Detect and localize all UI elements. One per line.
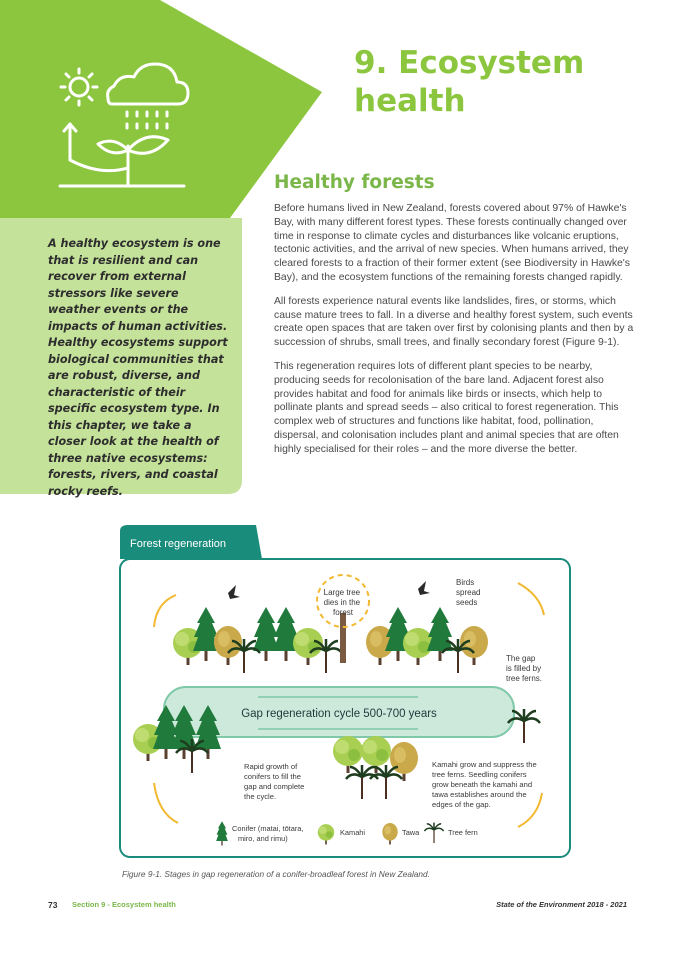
gap-filled-line: tree ferns. <box>506 674 543 683</box>
kamahi-grow-line: tree ferns. Seedling conifers <box>432 770 527 779</box>
footer-report-title: State of the Environment 2018 - 2021 <box>496 900 627 909</box>
large-tree-line: Large tree <box>323 588 361 597</box>
kamahi-grow-line: tawa establishes around the <box>432 790 527 799</box>
large-tree-line: dies in the <box>323 598 361 607</box>
birds-line: spread <box>456 588 481 597</box>
birds-line: seeds <box>456 598 478 607</box>
chapter-title-line2: health <box>354 83 466 119</box>
legend-tree-fern: Tree fern <box>448 828 478 837</box>
dead-tree <box>340 613 346 663</box>
body-paragraph: Before humans lived in New Zealand, forests covered about 97% of Hawke's Bay, with many different forest types. These forests continually changed over time in response to climate cycles and disturbances like volcanic eruptions, tectonic activities, and the arrival of new species. When humans arrived, they cleared forests to a fraction of their former extent (see Biodiversity in Hawke's Bay), and the ecosystem functions of the remaining forests changed rapidly. <box>274 203 630 283</box>
page-number: 73 <box>48 900 58 910</box>
intro-text: A healthy ecosystem is one that is resilient and can recover from external stressors like severe weather events or the impacts of human activities. Healthy ecosystems support biological communities that are robust, diverse, and characteristic of their specific ecosystem type. In this chapter, we take a closer look at the health of three native ecosystems: forests, rivers, and coastal rocky reefs. <box>48 237 228 498</box>
rapid-growth-line: gap and complete <box>244 782 305 791</box>
figure-caption: Figure 9-1. Stages in gap regeneration of a conifer-broadleaf forest in New Zealand. <box>122 869 430 879</box>
forest-regeneration-figure <box>118 523 578 863</box>
chapter-title <box>354 44 654 120</box>
section-body <box>274 202 634 467</box>
rapid-growth-line: conifers to fill the <box>244 772 301 781</box>
kamahi-grow-line: grow beneath the kamahi and <box>432 780 533 789</box>
large-tree-line: forest <box>332 608 354 617</box>
legend-conifer-line: Conifer (matai, tōtara, <box>232 824 304 833</box>
rapid-growth-line: Rapid growth of <box>244 762 298 771</box>
chapter-title-line1: 9. Ecosystem <box>354 45 585 81</box>
section-heading: Healthy forests <box>274 172 435 193</box>
footer-section: Section 9 - Ecosystem health <box>72 900 176 909</box>
kamahi-grow-line: Kamahi grow and suppress the <box>432 760 537 769</box>
birds-line: Birds <box>456 578 475 587</box>
legend-conifer-line: miro, and rimu) <box>238 834 288 843</box>
figure-header: Forest regeneration <box>130 538 226 550</box>
body-paragraph: All forests experience natural events like landslides, fires, or storms, which cause mature trees to fall. In a diverse and healthy forest system, such events create open spaces that are taken over first by colonising plants and then by a succession of shrubs, small trees, and finally secondary forest (Figure 9-1). <box>274 295 634 349</box>
cycle-label: Gap regeneration cycle 500-700 years <box>241 708 437 720</box>
legend-tawa: Tawa <box>402 828 420 837</box>
kamahi-grow-line: edges of the gap. <box>432 800 491 809</box>
body-paragraph: This regeneration requires lots of different plant species to be nearby, producing seeds for recolonisation of the bare land. Adjacent forest also provides habitat and food for animals like birds or insects, which help to pollinate plants and spread seeds – also critical to forest regeneration. This complex web of structures and functions like habitat, food, pollination, dispersal, and colonisation includes plant and animal species that are often highly specialised for their roles – and the more diverse the better. <box>274 360 619 455</box>
legend-kamahi: Kamahi <box>340 828 366 837</box>
rapid-growth-line: the cycle. <box>244 792 277 801</box>
gap-filled-line: The gap <box>506 654 536 663</box>
gap-filled-line: is filled by <box>506 664 542 673</box>
